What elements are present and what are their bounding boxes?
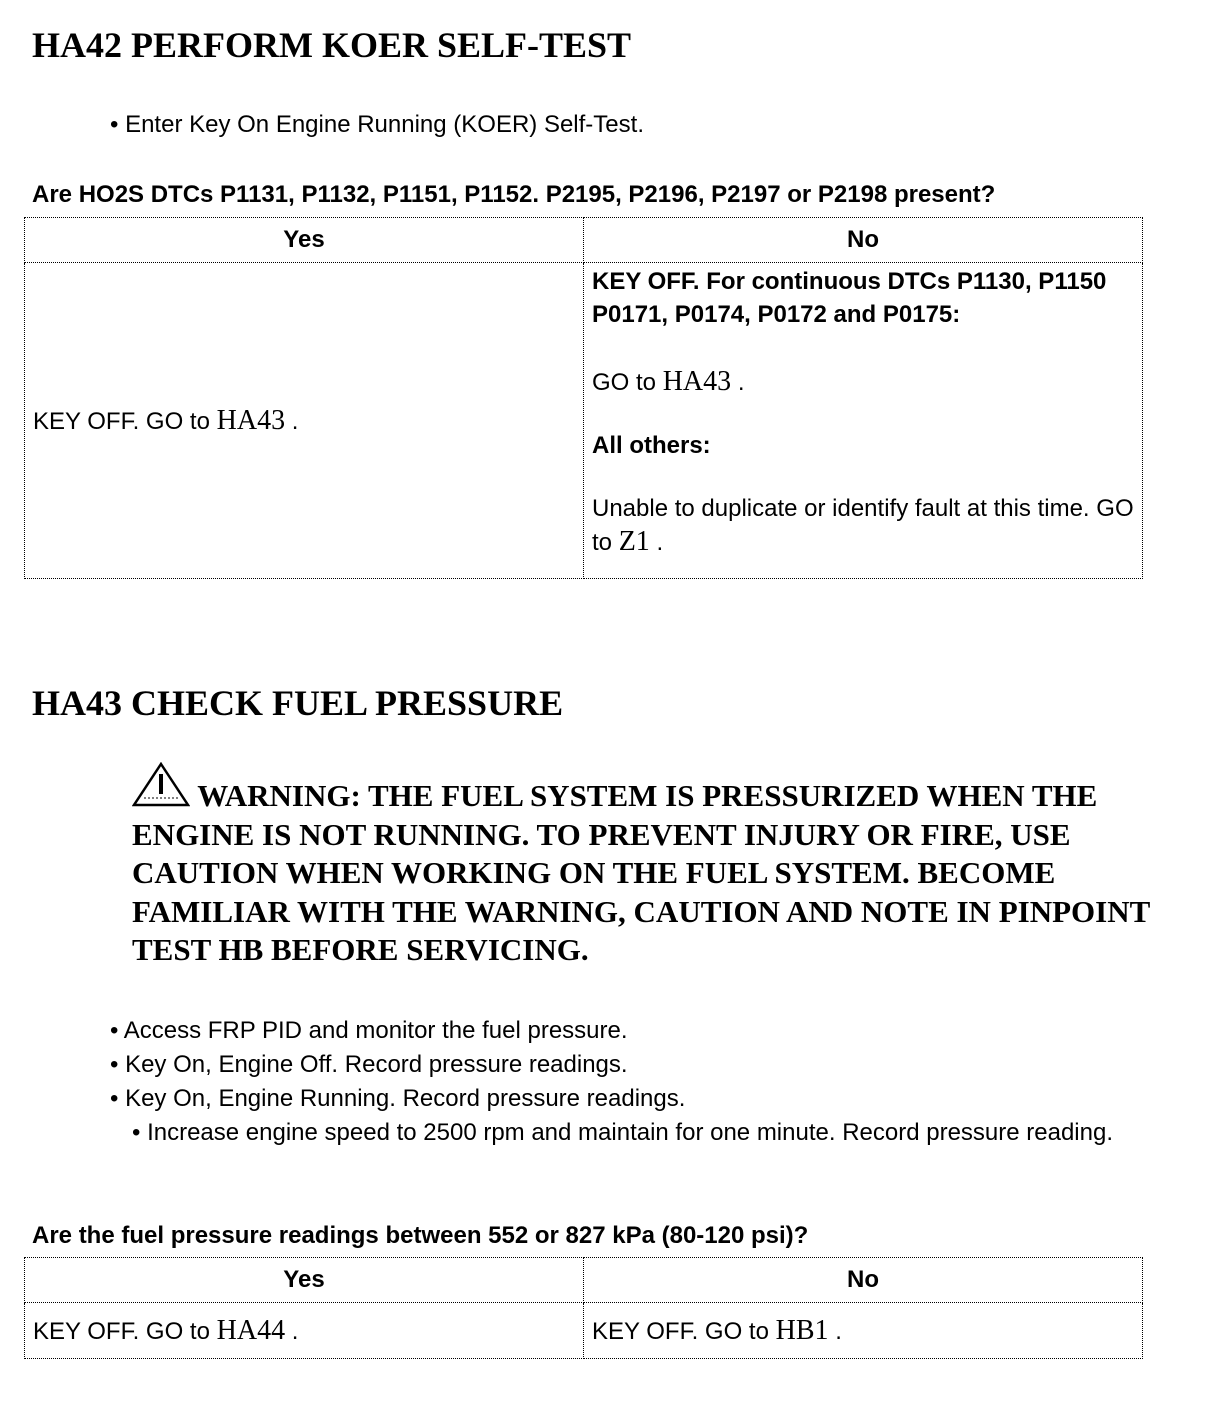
no-text: Unable to duplicate or identify fault at this time. GO to [592,495,1134,556]
answer-table-ha42 [24,217,1143,579]
no-text: KEY OFF. GO to [592,1317,769,1345]
no-header: No [584,218,1143,263]
section-title-ha43: HA43 CHECK FUEL PRESSURE [32,683,564,723]
bullet-text: Key On, Engine Off. Record pressure readings. [125,1051,628,1078]
link-z1[interactable]: Z1 [618,526,650,557]
question-ha43: Are the fuel pressure readings between 552 or 827 kPa (80-120 psi)? [32,1222,809,1249]
bullet-list [110,108,644,142]
link-hb1[interactable]: HB1 [775,1314,829,1346]
yes-text: KEY OFF. GO to [33,1317,210,1345]
no-cell: KEY OFF. GO to HB1 . [584,1303,1143,1359]
bullet-text: Increase engine speed to 2500 rpm and maintain for one minute. Record pressure reading. [147,1119,1113,1146]
list-item: • Increase engine speed to 2500 rpm and maintain for one minute. Record pressure reading. [132,1119,1113,1146]
no-cell: KEY OFF. For continuous DTCs P1130, P1150 P0171, P0174, P0172 and P0175: GO to HA43 . All others: Unable to duplicate or identify fault at this time. GO to Z1 . [584,263,1143,579]
list-item: • Enter Key On Engine Running (KOER) Self-Test. [110,111,644,138]
warning-text: WARNING: THE FUEL SYSTEM IS PRESSURIZED WHEN THE ENGINE IS NOT RUNNING. TO PREVENT INJURY OR FIRE, USE CAUTION WHEN WORKING ON THE FUEL SYSTEM. BECOME FAMILIAR WITH THE WARNING, CAUTION AND NOTE IN PINPOINT TEST HB BEFORE SERVICING. [132,778,1150,967]
bullet-list [110,1014,1160,1150]
no-condition: KEY OFF. For continuous DTCs P1130, P1150 P0171, P0174, P0172 and P0175: [592,268,1107,328]
bullet-text: Access FRP PID and monitor the fuel pressure. [123,1017,628,1044]
answer-table-ha43 [24,1257,1143,1359]
yes-text: KEY OFF. GO to [33,407,210,435]
list-item: • Key On, Engine Running. Record pressure readings. [110,1085,686,1112]
no-text: GO to [592,369,657,396]
yes-header: Yes [25,1258,584,1303]
list-item: • Access FRP PID and monitor the fuel pressure. [110,1017,628,1044]
link-ha43[interactable]: HA43 [662,366,732,397]
question-ha42: Are HO2S DTCs P1131, P1132, P1151, P1152. P2195, P2196, P2197 or P2198 present? [32,181,996,208]
list-item: • Key On, Engine Off. Record pressure readings. [110,1051,628,1078]
link-ha44[interactable]: HA44 [216,1314,286,1346]
yes-cell: KEY OFF. GO to HA43 . [25,263,584,579]
link-ha43[interactable]: HA43 [216,404,286,436]
warning-triangle-icon [132,762,190,808]
bullet-text: Enter Key On Engine Running (KOER) Self-Test. [125,111,644,138]
yes-header: Yes [25,218,584,263]
bullet-text: Key On, Engine Running. Record pressure readings. [125,1085,686,1112]
all-others-label: All others: [592,432,711,459]
warning-block [132,762,1192,970]
no-header: No [584,1258,1143,1303]
yes-cell: KEY OFF. GO to HA44 . [25,1303,584,1359]
section-title-ha42: HA42 PERFORM KOER SELF-TEST [32,25,632,65]
